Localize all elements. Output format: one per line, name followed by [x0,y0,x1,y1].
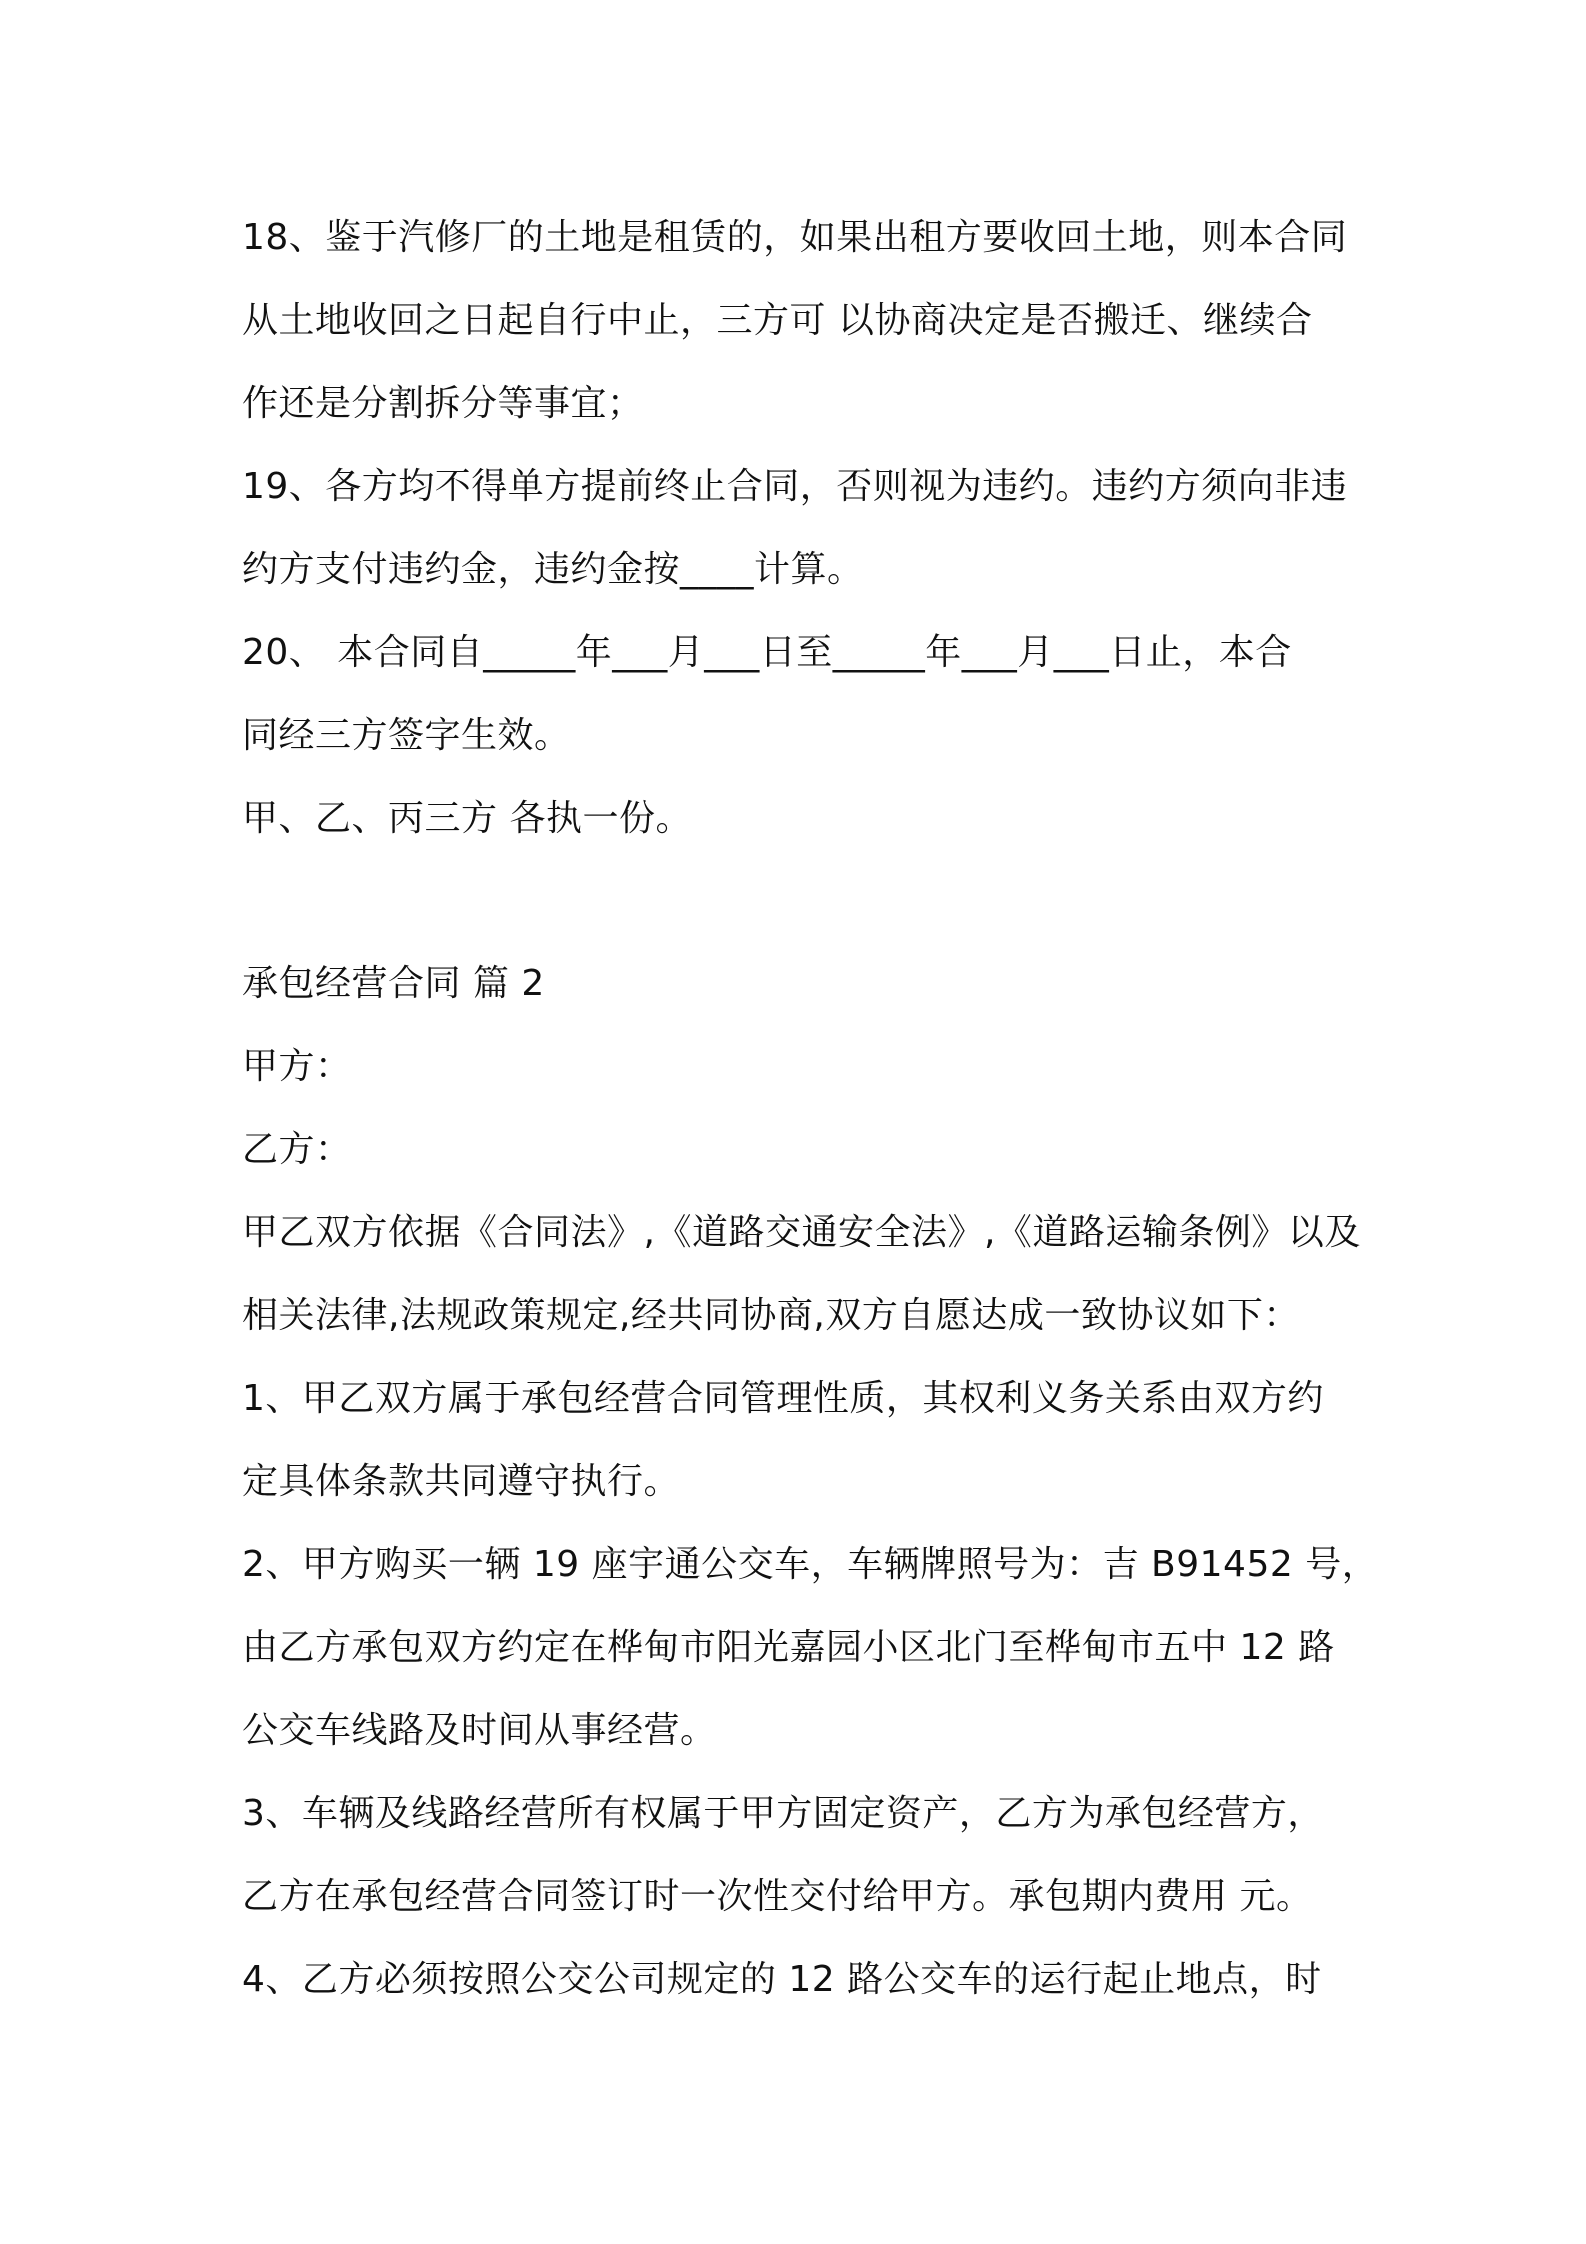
clause-18-line-3: 作还是分割拆分等事宜； [242,383,644,424]
clause-4-line-1: 4、乙方必须按照公交公司规定的 12 路公交车的运行起止地点，时 [242,1959,1322,2000]
clause-18-line-2: 从土地收回之日起自行中止，三方可 以协商决定是否搬迁、继续合 [242,300,1313,341]
clause-18-line-1: 18、鉴于汽修厂的土地是租赁的，如果出租方要收回土地，则本合同 [242,217,1348,258]
clause-19-line-1: 19、各方均不得单方提前终止合同，否则视为违约。违约方须向非违 [242,466,1348,507]
section-title: 承包经营合同 篇 2 [242,963,545,1004]
clause-2-line-1: 2、甲方购买一辆 19 座宇通公交车，车辆牌照号为：吉 B91452 号， [242,1544,1379,1585]
party-b-label: 乙方： [242,1129,352,1170]
clause-2-line-3: 公交车线路及时间从事经营。 [242,1710,717,1751]
preamble-line-2: 相关法律,法规政策规定,经共同协商,双方自愿达成一致协议如下： [242,1295,1300,1336]
section-gap [242,860,1362,942]
clause-2-line-2: 由乙方承包双方约定在桦甸市阳光嘉园小区北门至桦甸市五中 12 路 [242,1627,1335,1668]
copies-statement: 甲、乙、丙三方 各执一份。 [242,798,692,839]
clause-19-line-2: 约方支付违约金，违约金按____计算。 [242,549,864,590]
document-body [242,196,1379,2021]
clause-20-line-1: 20、 本合同自_____年___月___日至_____年___月___日止，本合 [242,632,1292,673]
clause-1-line-2: 定具体条款共同遵守执行。 [242,1461,681,1502]
party-a-label: 甲方： [242,1046,352,1087]
clause-3-line-2: 乙方在承包经营合同签订时一次性交付给甲方。承包期内费用 元。 [242,1876,1313,1917]
clause-1-line-1: 1、甲乙双方属于承包经营合同管理性质，其权利义务关系由双方约 [242,1378,1324,1419]
clause-20-line-2: 同经三方签字生效。 [242,715,571,756]
clause-3-line-1: 3、车辆及线路经营所有权属于甲方固定资产，乙方为承包经营方， [242,1793,1324,1834]
preamble-line-1: 甲乙双方依据《合同法》,《道路交通安全法》,《道路运输条例》以及 [242,1212,1361,1253]
